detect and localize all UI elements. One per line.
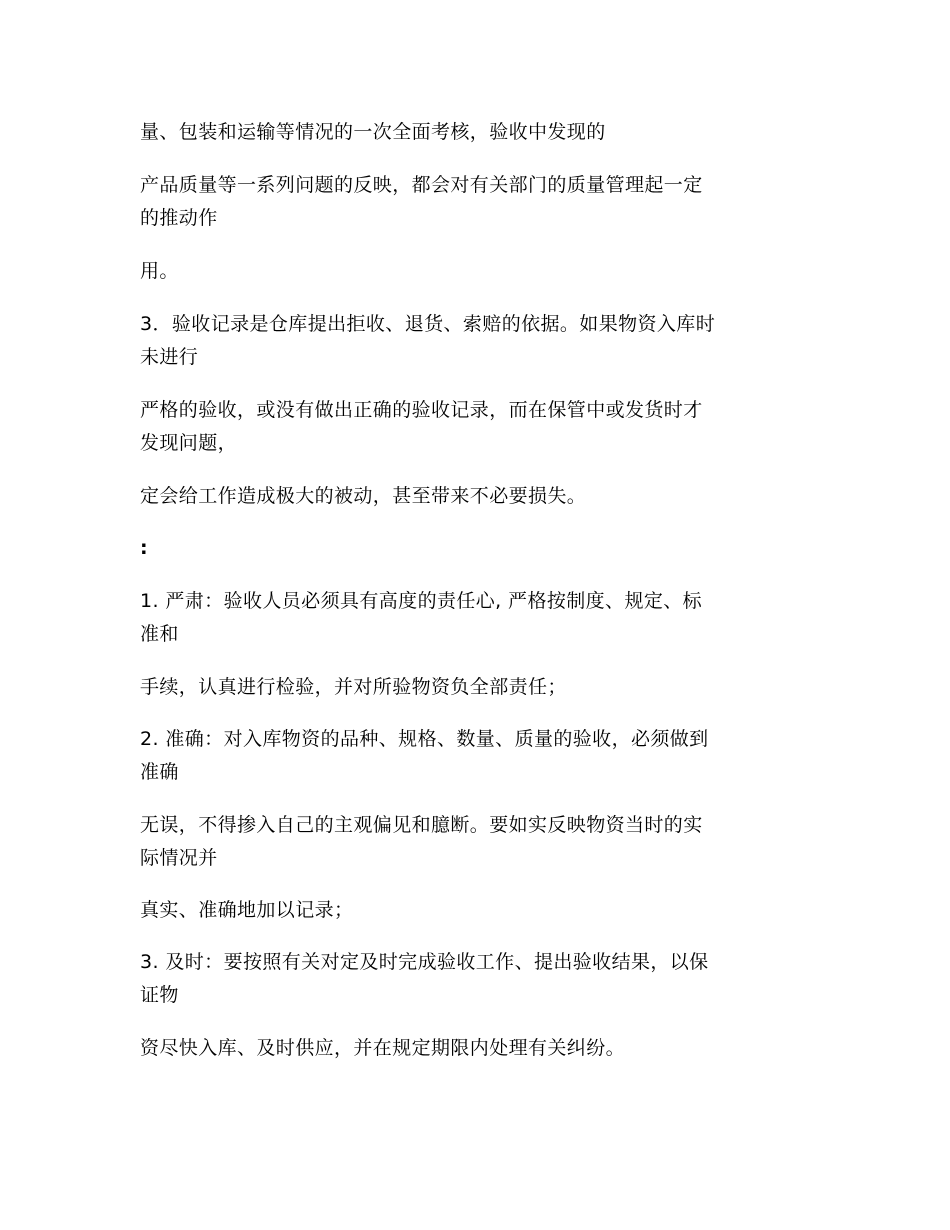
text-line: 未进行	[140, 346, 199, 368]
text-line: 严格的验收，或没有做出正确的验收记录，而在保管中或发货时才	[140, 399, 703, 421]
text-line: 际情况并	[140, 847, 218, 869]
text-line: 用。	[140, 260, 179, 282]
section-marker: :	[140, 537, 148, 559]
text-line: 手续，认真进行检验，并对所验物资负全部责任；	[140, 676, 567, 698]
text-line: 量、包装和运输等情况的一次全面考核，验收中发现的	[140, 121, 606, 143]
text-line: 产品质量等一系列问题的反映，都会对有关部门的质量管理起一定	[140, 174, 703, 196]
text-line: 发现问题，	[140, 432, 238, 454]
text-line: 准和	[140, 623, 179, 645]
text-line: 1. 严肃：验收人员必须具有高度的责任心, 严格按制度、规定、标	[140, 590, 703, 612]
text-line: 的推动作	[140, 207, 218, 229]
text-line: 3. 及时：要按照有关对定及时完成验收工作、提出验收结果，以保	[140, 951, 709, 973]
text-line: 证物	[140, 984, 179, 1006]
text-line: 真实、准确地加以记录；	[140, 899, 354, 921]
text-line: 准确	[140, 761, 179, 783]
text-line: 定会给工作造成极大的被动，甚至带来不必要损失。	[140, 485, 587, 507]
text-line: 资尽快入库、及时供应，并在规定期限内处理有关纠纷。	[140, 1037, 626, 1059]
text-line: 3．验收记录是仓库提出拒收、退货、索赔的依据。如果物资入库时	[140, 313, 716, 335]
text-line: 无误，不得掺入自己的主观偏见和臆断。要如实反映物资当时的实	[140, 814, 703, 836]
text-line: 2. 准确：对入库物资的品种、规格、数量、质量的验收，必须做到	[140, 728, 709, 750]
